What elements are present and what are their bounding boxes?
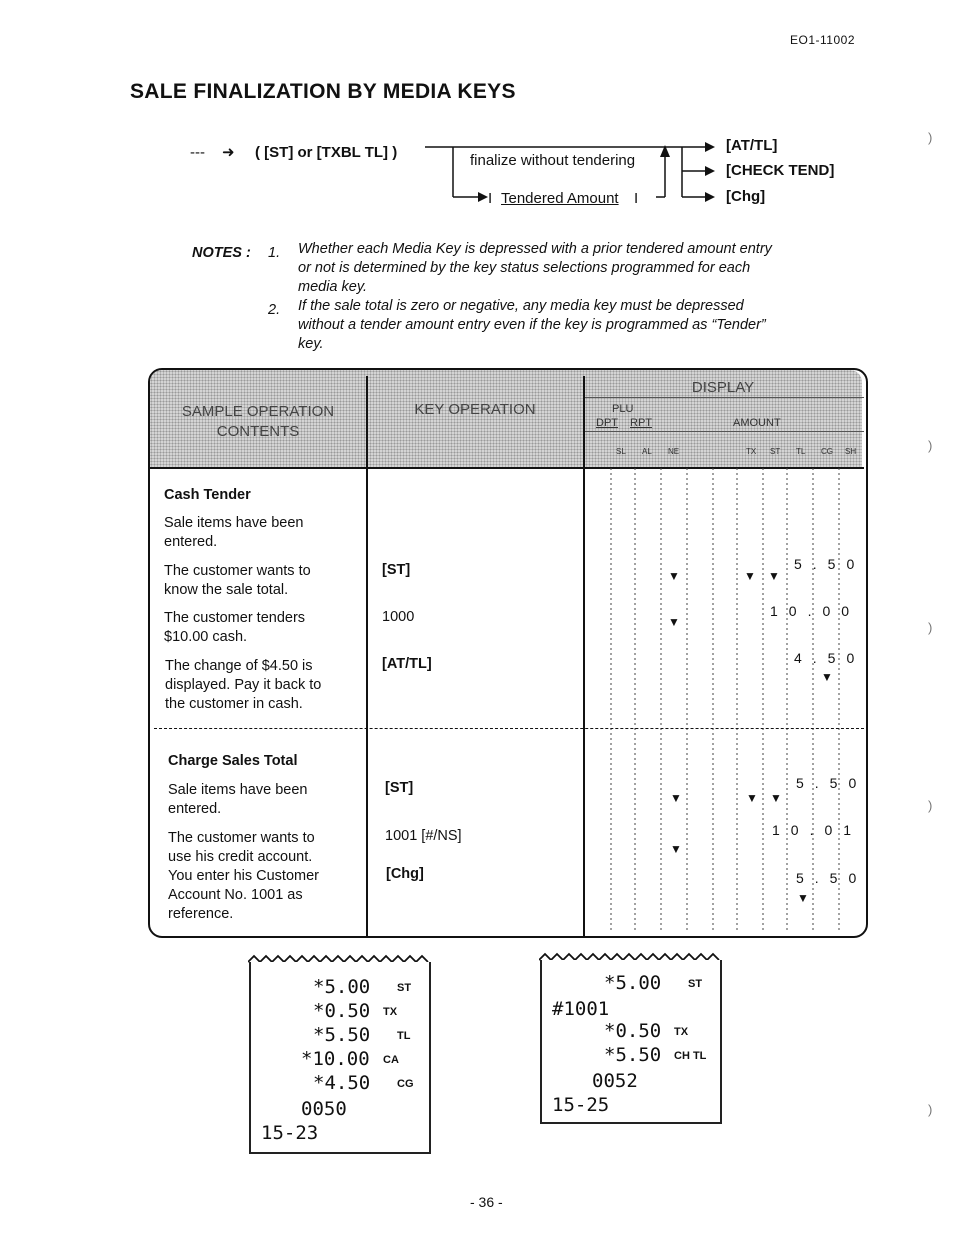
receipt-2-line: *5.00 xyxy=(604,972,662,994)
indicator-sh: SH xyxy=(845,447,857,456)
receipt-1-line: *0.50 xyxy=(313,1000,371,1022)
receipt-1-tag: TX xyxy=(383,1006,398,1018)
cash-tender-heading: Cash Tender xyxy=(164,487,251,503)
cash-row-3-display: 10.00 xyxy=(770,603,861,619)
flow-output-chg: [Chg] xyxy=(726,188,766,205)
header-plu: PLU xyxy=(612,403,634,415)
receipt-2 xyxy=(540,960,722,1124)
receipt-2-line: #1001 xyxy=(552,998,610,1020)
charge-sales-heading: Charge Sales Total xyxy=(168,753,298,769)
cash-row-3-key: 1000 xyxy=(382,609,415,625)
note-1-number: 1. xyxy=(268,245,281,261)
section-separator xyxy=(154,728,864,729)
charge-row-1-key: [ST] xyxy=(385,780,414,796)
receipt-2-line: 0052 xyxy=(592,1070,638,1092)
indicator-marker-icon: ▼ xyxy=(670,791,682,805)
indicator-marker-icon: ▼ xyxy=(768,569,780,583)
note-1-text: Whether each Media Key is depressed with a prior tendered amount entry or not is determined by the key status selections programmed for each media key. xyxy=(298,241,772,295)
header-dpt: DPT xyxy=(596,417,618,429)
header-sample-operation: SAMPLE OPERATION CONTENTS xyxy=(181,403,335,440)
receipt-2-line: 15-25 xyxy=(552,1094,610,1116)
cash-row-4-key: [AT/TL] xyxy=(382,656,432,672)
page-title: SALE FINALIZATION BY MEDIA KEYS xyxy=(130,80,516,103)
receipt-1-line: *5.00 xyxy=(313,976,371,998)
flow-lead: --- xyxy=(190,144,205,161)
header-display: DISPLAY xyxy=(691,379,755,396)
cash-row-2-desc: The customer wants to know the sale total. xyxy=(164,563,311,598)
flow-branch-finalize: finalize without tendering xyxy=(470,152,636,169)
header-rpt: RPT xyxy=(630,417,652,429)
header-amount: AMOUNT xyxy=(733,417,781,429)
receipt-1-line: *4.50 xyxy=(313,1072,371,1094)
charge-row-2-key: 1001 [#/NS] xyxy=(385,828,462,844)
scan-mark: ) xyxy=(928,1102,933,1117)
charge-row-1-desc: Sale items have been entered. xyxy=(168,782,308,817)
indicator-ne: NE xyxy=(668,447,680,456)
indicator-marker-icon: ▼ xyxy=(797,891,809,905)
charge-row-1-display: 5.50 xyxy=(796,775,868,791)
receipt-2-tag: TX xyxy=(674,1026,689,1038)
receipt-2-tag: CH TL xyxy=(674,1050,707,1062)
flow-start: ( [ST] or [TXBL TL] ) xyxy=(255,144,398,161)
display-grid xyxy=(585,468,868,934)
indicator-al: AL xyxy=(642,447,652,456)
indicator-marker-icon: ▼ xyxy=(770,791,782,805)
indicator-marker-icon: ▼ xyxy=(744,569,756,583)
page-number: - 36 - xyxy=(470,1194,503,1210)
amount-underline xyxy=(585,431,864,432)
scan-mark: ) xyxy=(928,130,933,145)
receipt-1-line: 0050 xyxy=(301,1098,347,1120)
receipt-1-line: *5.50 xyxy=(313,1024,371,1046)
flow-branch-tick-left: I xyxy=(488,190,493,207)
receipt-1-tag: TL xyxy=(397,1030,411,1042)
column-divider-1 xyxy=(366,376,368,936)
notes-label: NOTES : xyxy=(192,245,251,261)
operation-table xyxy=(148,368,868,938)
indicator-marker-icon: ▼ xyxy=(746,791,758,805)
note-2-text: If the sale total is zero or negative, any media key must be depressed without a tender amount entry even if the key is programmed as “Tender” key. xyxy=(298,298,766,352)
arrow-right-icon: ➜ xyxy=(222,144,235,161)
flow-output-attl: [AT/TL] xyxy=(726,137,778,154)
cash-row-2-key: [ST] xyxy=(382,562,411,578)
scan-mark: ) xyxy=(928,798,933,813)
indicator-tl: TL xyxy=(796,447,806,456)
flow-branch-tendered: Tendered Amount xyxy=(501,190,619,207)
scan-mark: ) xyxy=(928,438,933,453)
flow-branch-tick-right: I xyxy=(634,190,639,207)
receipt-1-tag: CG xyxy=(397,1078,414,1090)
receipt-2-line: *0.50 xyxy=(604,1020,662,1042)
receipt-1-line: 15-23 xyxy=(261,1122,319,1144)
cash-row-4-desc: The change of $4.50 is displayed. Pay it back to the customer in cash. xyxy=(165,658,322,712)
scan-mark: ) xyxy=(928,620,933,635)
indicator-marker-icon: ▼ xyxy=(670,842,682,856)
charge-row-3-display: 5.50 xyxy=(796,870,868,886)
cash-row-2-display: 5.50 xyxy=(794,556,866,572)
indicator-marker-icon: ▼ xyxy=(668,569,680,583)
charge-row-3-key: [Chg] xyxy=(386,866,424,882)
indicator-marker-icon: ▼ xyxy=(821,670,833,684)
receipt-1-tag: ST xyxy=(397,982,412,994)
charge-row-2-display: 10.01 xyxy=(772,822,863,838)
document-id: EO1-11002 xyxy=(790,33,855,47)
indicator-st: ST xyxy=(770,447,781,456)
note-2-number: 2. xyxy=(268,302,281,318)
receipt-1 xyxy=(249,962,431,1154)
indicator-tx: TX xyxy=(746,447,757,456)
cash-row-4-display: 4.50 xyxy=(794,650,866,666)
cash-row-3-desc: The customer tenders $10.00 cash. xyxy=(164,610,306,645)
indicator-sl: SL xyxy=(616,447,626,456)
header-key-operation: KEY OPERATION xyxy=(414,401,536,418)
display-subheader-line xyxy=(585,397,864,398)
charge-row-2-desc: The customer wants to use his credit account. You enter his Customer Account No. 1001 as reference. xyxy=(168,830,319,922)
receipt-1-tag: CA xyxy=(383,1054,399,1066)
receipt-2-tag: ST xyxy=(688,978,703,990)
cash-row-1-desc: Sale items have been entered. xyxy=(164,515,304,550)
receipt-2-line: *5.50 xyxy=(604,1044,662,1066)
indicator-marker-icon: ▼ xyxy=(668,615,680,629)
flow-output-check-tend: [CHECK TEND] xyxy=(726,162,835,179)
receipt-1-line: *10.00 xyxy=(301,1048,370,1070)
indicator-cg: CG xyxy=(821,447,833,456)
